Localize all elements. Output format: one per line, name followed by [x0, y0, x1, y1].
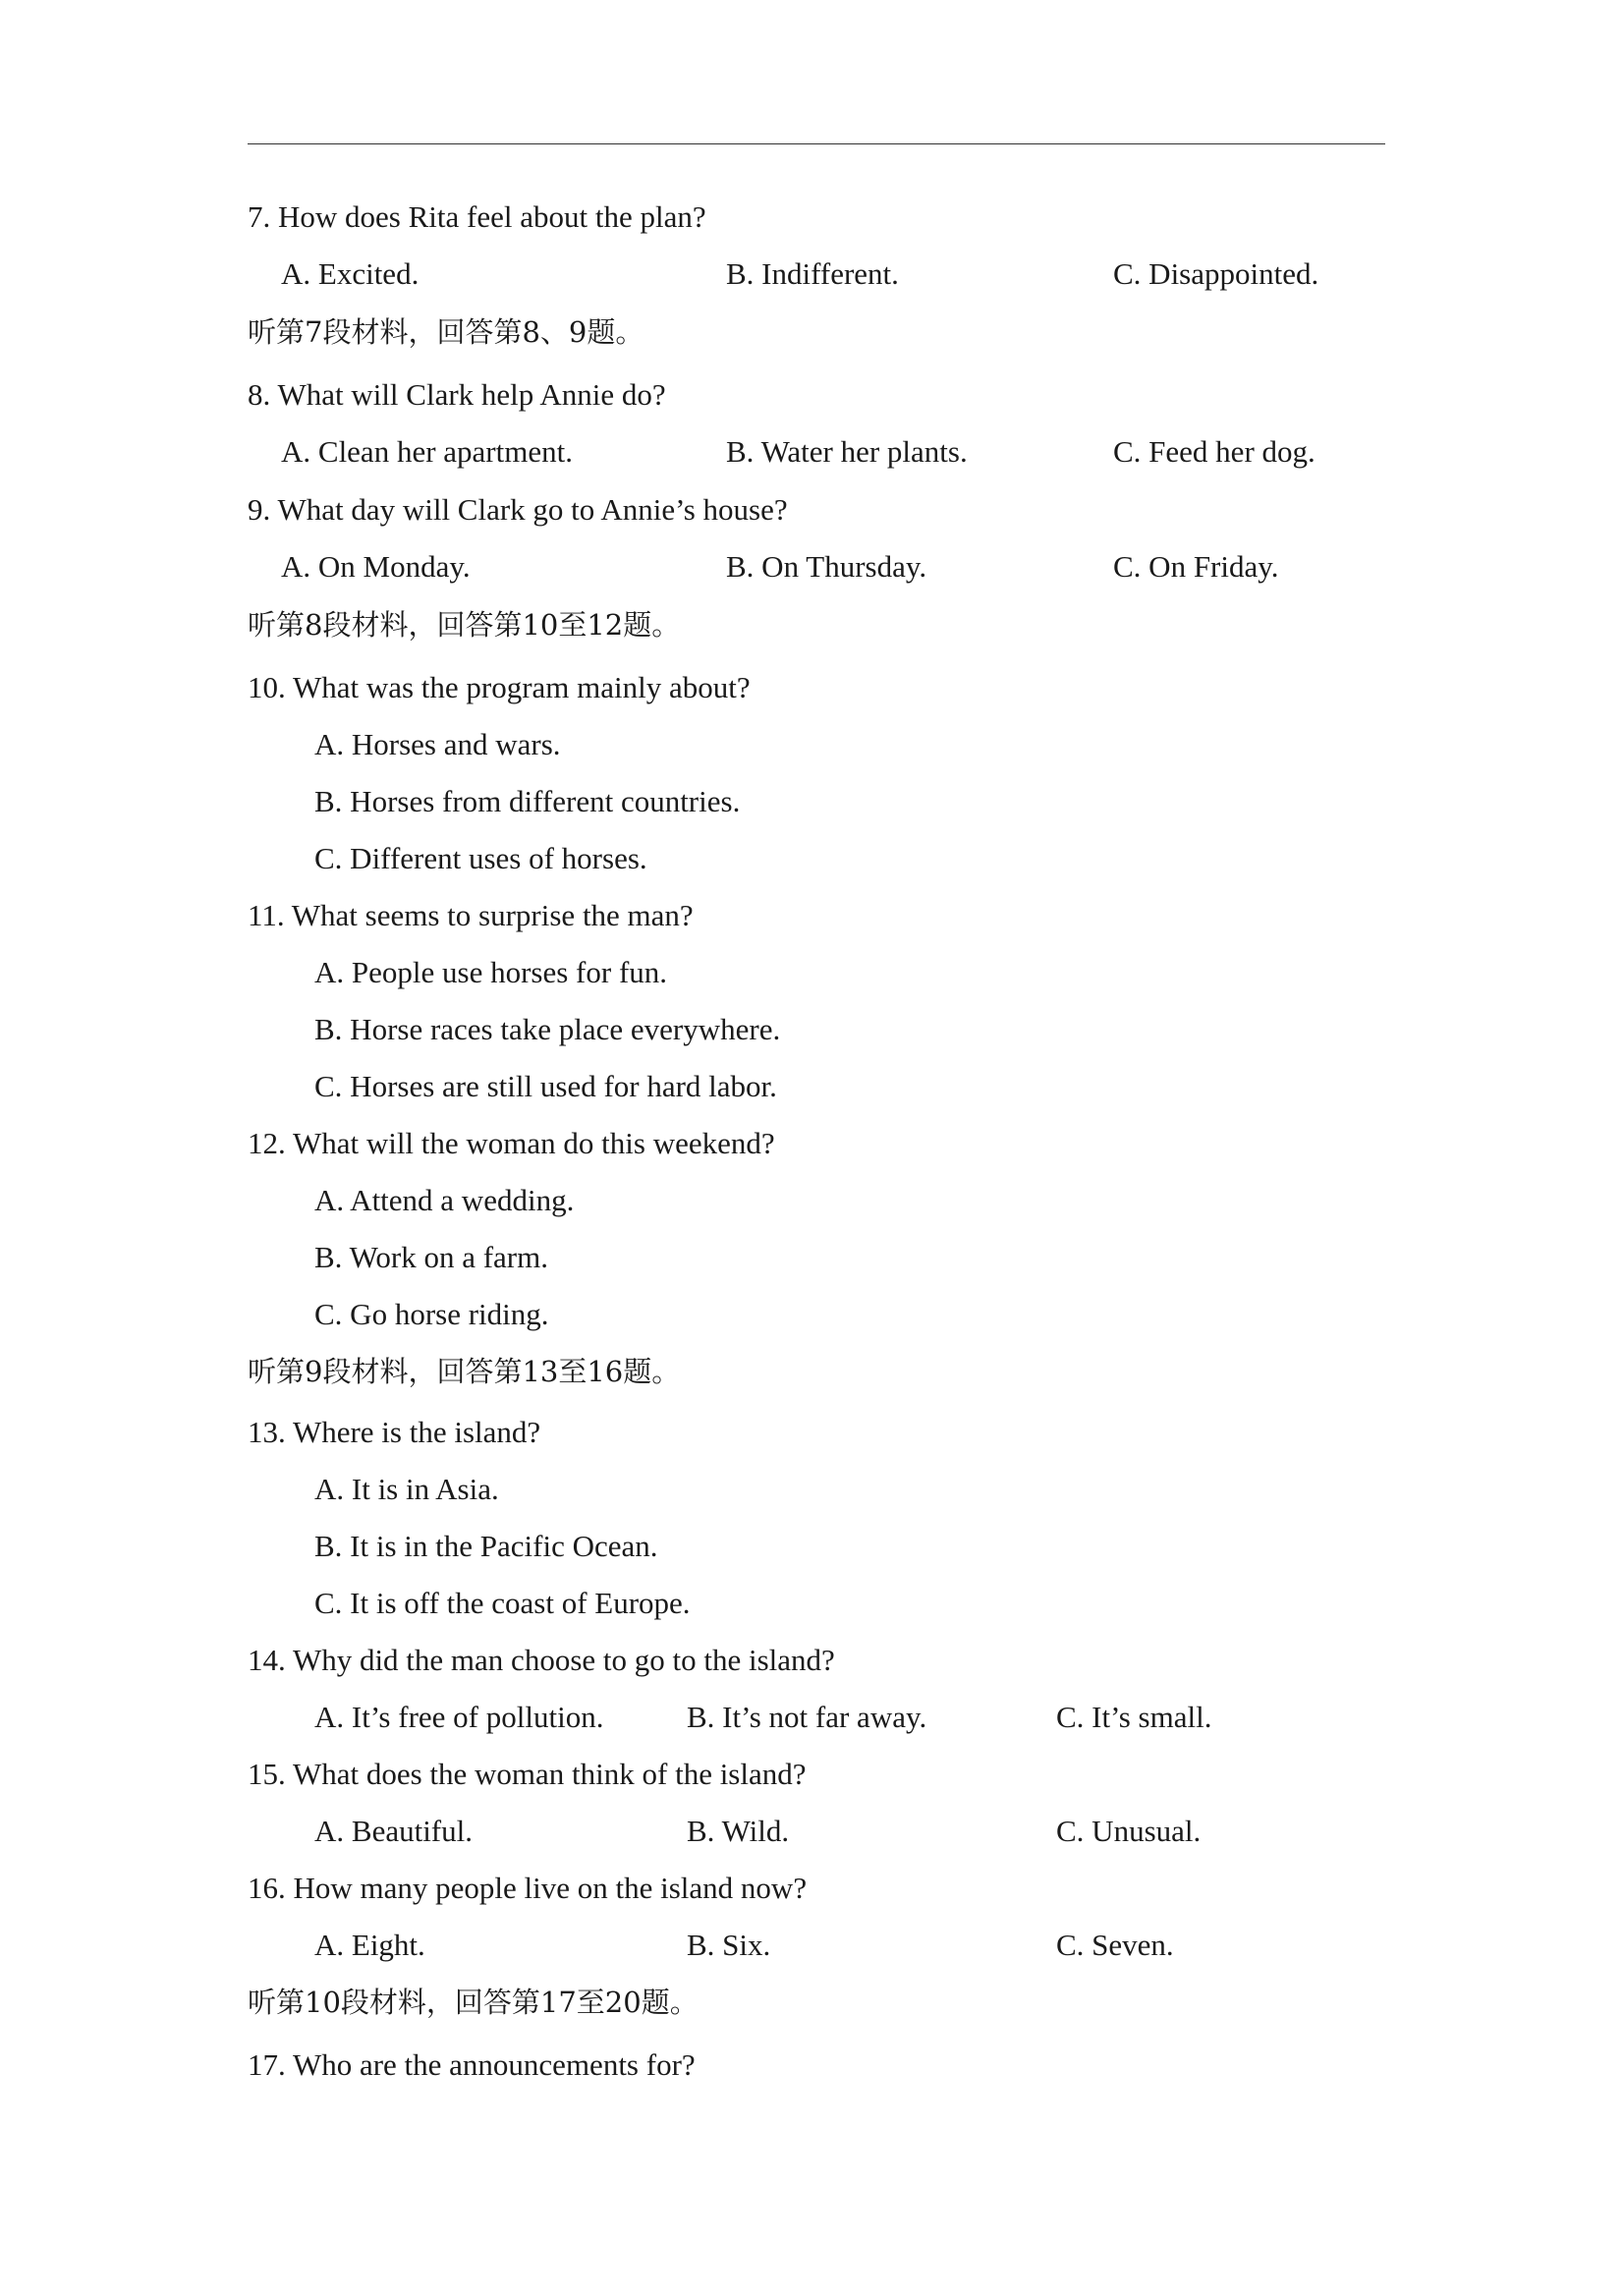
option-b: B. On Thursday.	[726, 549, 927, 584]
question-7	[0, 194, 1623, 241]
section-9-instruction	[0, 1348, 1623, 1395]
question-stem: 14. Why did the man choose to go to the island?	[248, 1643, 835, 1677]
option-b: B. Wild.	[687, 1814, 790, 1848]
option-c: C. Different uses of horses.	[314, 841, 647, 875]
question-12-option-a	[0, 1177, 1623, 1224]
question-14-options	[0, 1694, 1623, 1741]
question-stem: 15. What does the woman think of the island?	[248, 1757, 807, 1791]
question-16	[0, 1865, 1623, 1912]
question-16-options	[0, 1922, 1623, 1969]
option-a: A. Clean her apartment.	[281, 434, 573, 469]
question-17	[0, 2042, 1623, 2089]
option-b: B. Horse races take place everywhere.	[314, 1012, 781, 1046]
question-8-options	[0, 428, 1623, 476]
section-7-instruction	[0, 308, 1623, 356]
question-13-option-a	[0, 1466, 1623, 1513]
option-b: B. Water her plants.	[726, 434, 968, 469]
question-stem: 16. How many people live on the island now?	[248, 1871, 808, 1905]
question-stem: 8. What will Clark help Annie do?	[248, 377, 666, 412]
question-stem: 12. What will the woman do this weekend?	[248, 1126, 775, 1160]
question-11	[0, 892, 1623, 939]
question-10	[0, 664, 1623, 711]
question-11-option-b	[0, 1006, 1623, 1053]
question-9	[0, 486, 1623, 533]
question-10-option-a	[0, 721, 1623, 768]
option-a: A. It’s free of pollution.	[314, 1700, 604, 1734]
question-15-options	[0, 1808, 1623, 1855]
option-a: A. Horses and wars.	[314, 727, 561, 761]
header-rule	[248, 143, 1385, 144]
option-c: C. On Friday.	[1113, 549, 1279, 584]
question-stem: 13. Where is the island?	[248, 1415, 541, 1449]
option-b: B. Indifferent.	[726, 256, 899, 291]
option-c: C. Unusual.	[1056, 1814, 1202, 1848]
section-8-instruction	[0, 601, 1623, 648]
option-a: A. Attend a wedding.	[314, 1183, 575, 1217]
question-12-option-b	[0, 1234, 1623, 1281]
option-c: C. Disappointed.	[1113, 256, 1319, 291]
option-a: A. Beautiful.	[314, 1814, 473, 1848]
question-12	[0, 1120, 1623, 1167]
question-11-option-a	[0, 949, 1623, 996]
section-10-instruction	[0, 1979, 1623, 2026]
question-12-option-c	[0, 1291, 1623, 1338]
option-a: A. On Monday.	[281, 549, 471, 584]
option-a: A. People use horses for fun.	[314, 955, 668, 989]
option-a: A. Excited.	[281, 256, 420, 291]
question-13-option-b	[0, 1523, 1623, 1570]
option-b: B. Horses from different countries.	[314, 784, 741, 818]
option-b: B. It is in the Pacific Ocean.	[314, 1529, 658, 1563]
section-instruction-text: 听第7段材料，回答第8、9题。	[248, 315, 644, 349]
option-c: C. Horses are still used for hard labor.	[314, 1069, 777, 1103]
section-instruction-text: 听第8段材料，回答第10至12题。	[248, 608, 681, 642]
question-stem: 10. What was the program mainly about?	[248, 670, 751, 704]
section-instruction-text: 听第10段材料，回答第17至20题。	[248, 1986, 699, 2019]
question-stem: 17. Who are the announcements for?	[248, 2047, 696, 2082]
option-a: A. It is in Asia.	[314, 1472, 499, 1506]
question-13	[0, 1409, 1623, 1456]
option-c: C. Go horse riding.	[314, 1297, 549, 1331]
option-b: B. It’s not far away.	[687, 1700, 927, 1734]
option-a: A. Eight.	[314, 1928, 425, 1962]
option-b: B. Work on a farm.	[314, 1240, 548, 1274]
question-10-option-c	[0, 835, 1623, 882]
question-10-option-b	[0, 778, 1623, 825]
question-13-option-c	[0, 1580, 1623, 1627]
question-11-option-c	[0, 1063, 1623, 1110]
question-stem: 7. How does Rita feel about the plan?	[248, 199, 706, 234]
question-stem: 9. What day will Clark go to Annie’s house?	[248, 492, 788, 527]
question-14	[0, 1637, 1623, 1684]
option-b: B. Six.	[687, 1928, 771, 1962]
section-instruction-text: 听第9段材料，回答第13至16题。	[248, 1355, 681, 1388]
question-9-options	[0, 543, 1623, 590]
question-15	[0, 1751, 1623, 1798]
option-c: C. It’s small.	[1056, 1700, 1212, 1734]
question-7-options	[0, 251, 1623, 298]
question-8	[0, 371, 1623, 419]
question-stem: 11. What seems to surprise the man?	[248, 898, 694, 932]
option-c: C. Feed her dog.	[1113, 434, 1315, 469]
option-c: C. It is off the coast of Europe.	[314, 1586, 691, 1620]
option-c: C. Seven.	[1056, 1928, 1174, 1962]
